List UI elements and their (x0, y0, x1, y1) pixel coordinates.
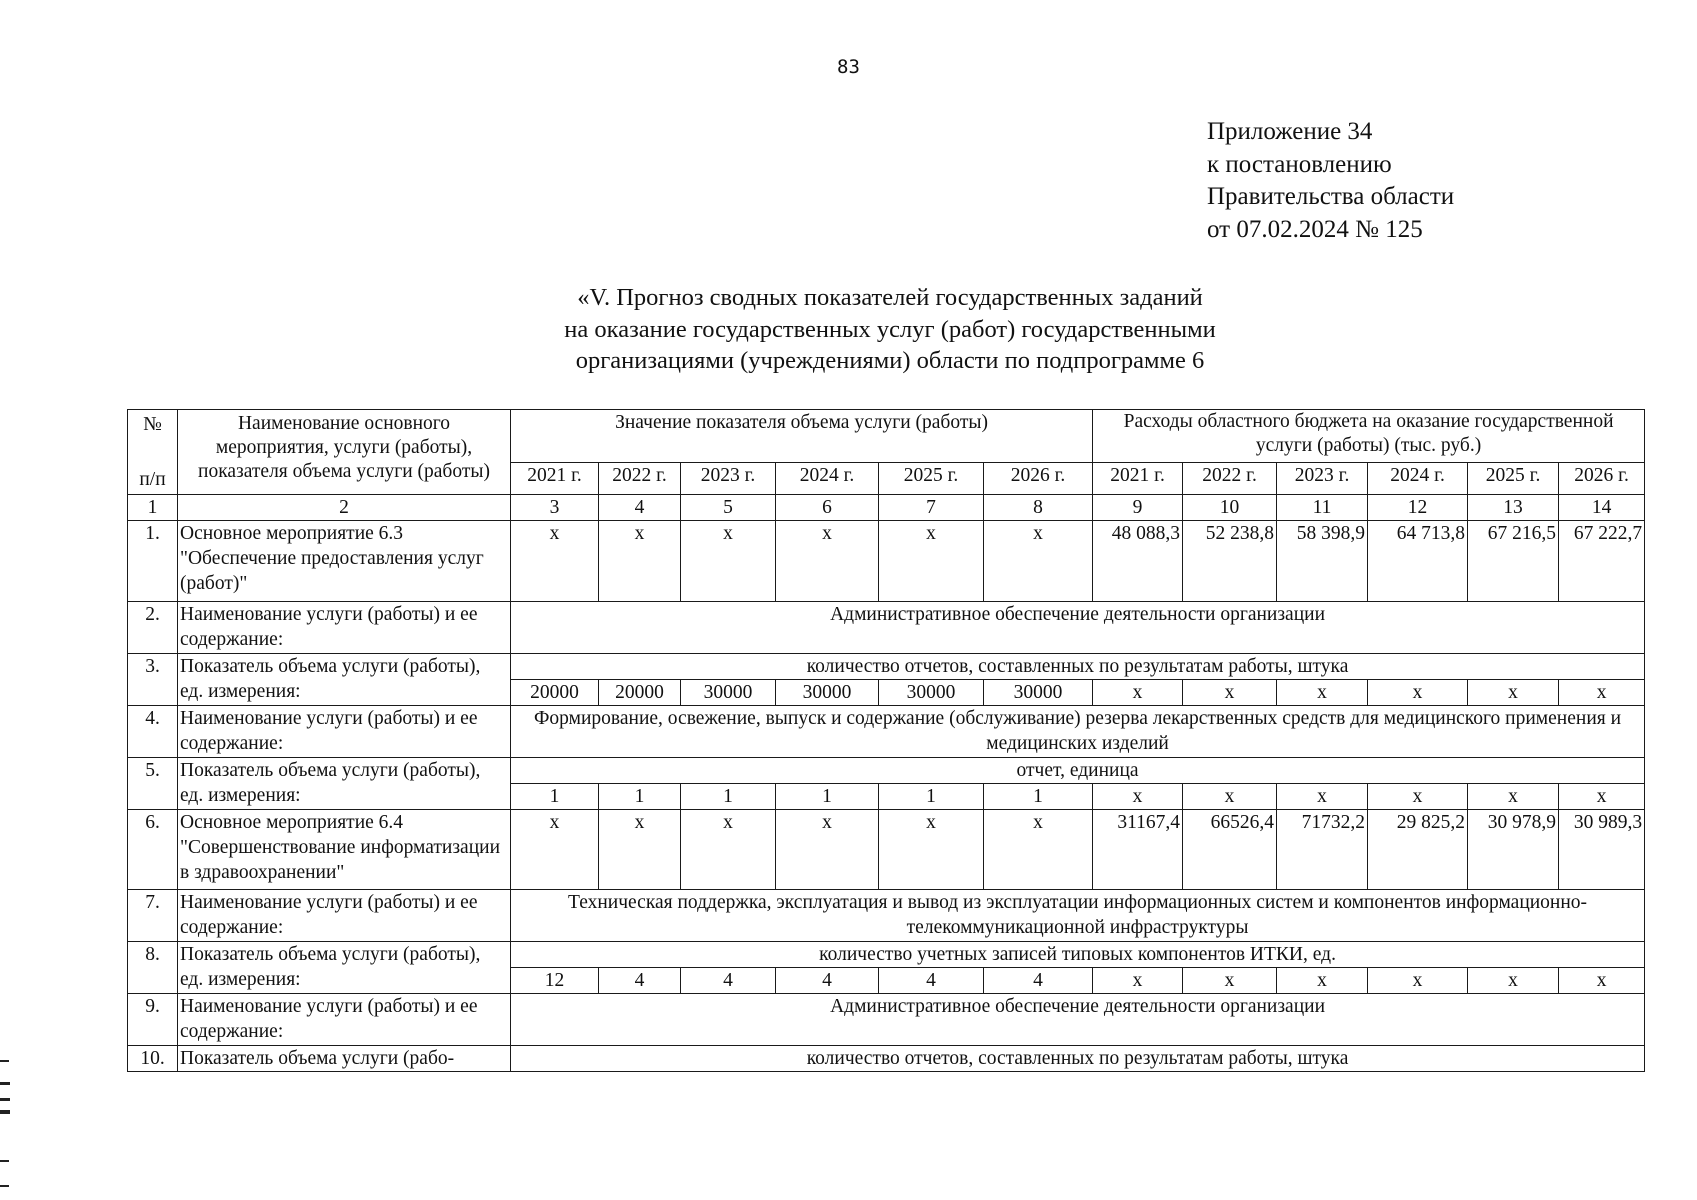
scan-mark (0, 1110, 10, 1114)
appendix-block (1207, 116, 1454, 246)
row-value: 12 (511, 968, 599, 994)
column-number: 3 (511, 495, 599, 521)
row-value: 4 (776, 968, 879, 994)
row-value: х (511, 521, 599, 602)
row-value: 67 216,5 (1468, 521, 1559, 602)
indicators-table (127, 409, 1645, 1072)
row-value: 71732,2 (1277, 810, 1368, 890)
table-row (128, 521, 1645, 602)
table-row (128, 810, 1645, 890)
row-name: Показатель объема услуги (рабо- (178, 1046, 511, 1072)
scan-mark (0, 1060, 9, 1062)
appendix-line: Приложение 34 (1207, 118, 1373, 145)
column-number: 13 (1468, 495, 1559, 521)
column-number: 14 (1559, 495, 1645, 521)
year-header: 2026 г. (1559, 463, 1645, 495)
row-value: 4 (984, 968, 1093, 994)
row-value: 1 (879, 784, 984, 810)
row-value: 1 (776, 784, 879, 810)
row-name: Показатель объема услуги (работы), ед. измерения: (178, 654, 511, 706)
row-number: 2. (128, 602, 178, 654)
volume-group-header: Значение показателя объема услуги (работы) (511, 410, 1093, 463)
year-header: 2026 г. (984, 463, 1093, 495)
column-number: 2 (178, 495, 511, 521)
row-value: х (1559, 680, 1645, 706)
row-value: 1 (984, 784, 1093, 810)
row-value: х (879, 521, 984, 602)
merged-value: количество отчетов, составленных по результатам работы, штука (511, 1046, 1645, 1072)
row-value: 30000 (879, 680, 984, 706)
column-number: 6 (776, 495, 879, 521)
column-number: 5 (681, 495, 776, 521)
table-header-row (128, 410, 1645, 463)
table-row (128, 942, 1645, 968)
name-column-header: Наименование основного мероприятия, услуги (работы), показателя объема услуги (работы) (178, 410, 511, 495)
row-value: х (1183, 968, 1277, 994)
row-value: 66526,4 (1183, 810, 1277, 890)
row-value: х (681, 521, 776, 602)
year-header: 2024 г. (1368, 463, 1468, 495)
column-number: 10 (1183, 495, 1277, 521)
row-value: х (1468, 968, 1559, 994)
row-value: 30000 (776, 680, 879, 706)
row-number: 3. (128, 654, 178, 706)
row-value: х (1183, 784, 1277, 810)
row-value: 1 (681, 784, 776, 810)
row-value: х (984, 521, 1093, 602)
num-sign: № (143, 414, 162, 435)
year-header: 2023 г. (681, 463, 776, 495)
row-name: Наименование услуги (работы) и ее содержание: (178, 602, 511, 654)
appendix-line: от 07.02.2024 № 125 (1207, 215, 1423, 243)
table-row (128, 1046, 1645, 1072)
column-numbers-row (128, 495, 1645, 521)
merged-value: Административное обеспечение деятельности организации (511, 994, 1645, 1046)
row-value: х (599, 521, 681, 602)
row-number: 8. (128, 942, 178, 994)
merged-value: количество отчетов, составленных по результатам работы, штука (511, 654, 1645, 680)
row-value: х (1468, 784, 1559, 810)
num-abbrev: п/п (139, 469, 166, 490)
row-value: х (599, 810, 681, 890)
document-title (440, 282, 1340, 377)
merged-value: Административное обеспечение деятельности организации (511, 602, 1645, 654)
row-value: 58 398,9 (1277, 521, 1368, 602)
row-name: Показатель объема услуги (работы), ед. измерения: (178, 758, 511, 810)
appendix-line: Правительства области (1207, 183, 1455, 210)
column-number: 4 (599, 495, 681, 521)
appendix-line: к постановлению (1207, 150, 1392, 178)
row-value: х (1277, 784, 1368, 810)
row-name: Наименование услуги (работы) и ее содержание: (178, 994, 511, 1046)
row-value: 1 (511, 784, 599, 810)
row-value: 30000 (681, 680, 776, 706)
row-value: х (879, 810, 984, 890)
row-value: х (1559, 784, 1645, 810)
table-row (128, 994, 1645, 1046)
row-value: х (776, 521, 879, 602)
merged-value: Техническая поддержка, эксплуатация и вывод из эксплуатации информационных систем и компонентов информационно-телекоммуникационной инфраструктуры (511, 890, 1645, 942)
row-name: Основное мероприятие 6.3 "Обеспечение предоставления услуг (работ)" (178, 521, 511, 602)
merged-value: Формирование, освежение, выпуск и содержание (обслуживание) резерва лекарственных средств для медицинского применения и медицинских изделий (511, 706, 1645, 758)
row-value: 64 713,8 (1368, 521, 1468, 602)
row-name: Показатель объема услуги (работы), ед. измерения: (178, 942, 511, 994)
row-value: х (1183, 680, 1277, 706)
row-number: 9. (128, 994, 178, 1046)
table-row (128, 654, 1645, 680)
row-value: х (1468, 680, 1559, 706)
column-number: 12 (1368, 495, 1468, 521)
column-number: 1 (128, 495, 178, 521)
num-column-header (128, 410, 178, 495)
year-header: 2023 г. (1277, 463, 1368, 495)
row-value: 52 238,8 (1183, 521, 1277, 602)
year-header: 2022 г. (599, 463, 681, 495)
row-value: х (681, 810, 776, 890)
year-header: 2025 г. (879, 463, 984, 495)
row-name: Основное мероприятие 6.4 "Совершенствование информатизации в здравоохранении" (178, 810, 511, 890)
row-value: х (1093, 784, 1183, 810)
row-value: х (776, 810, 879, 890)
table-row (128, 602, 1645, 654)
row-number: 10. (128, 1046, 178, 1072)
row-value: 67 222,7 (1559, 521, 1645, 602)
table-row (128, 758, 1645, 784)
row-value: х (1277, 968, 1368, 994)
scan-mark (0, 1160, 9, 1162)
row-value: 1 (599, 784, 681, 810)
year-header: 2022 г. (1183, 463, 1277, 495)
year-header: 2021 г. (511, 463, 599, 495)
scan-mark (0, 1185, 9, 1187)
row-value: х (511, 810, 599, 890)
row-value: 30 989,3 (1559, 810, 1645, 890)
row-value: х (1368, 968, 1468, 994)
row-value: х (1368, 680, 1468, 706)
row-value: 4 (879, 968, 984, 994)
row-number: 4. (128, 706, 178, 758)
row-number: 7. (128, 890, 178, 942)
row-value: 29 825,2 (1368, 810, 1468, 890)
row-value: 4 (599, 968, 681, 994)
title-line: на оказание государственных услуг (работ) государственными (564, 315, 1216, 343)
table-row (128, 706, 1645, 758)
scan-mark (0, 1082, 10, 1085)
row-value: 20000 (599, 680, 681, 706)
row-number: 5. (128, 758, 178, 810)
row-value: х (1368, 784, 1468, 810)
row-number: 6. (128, 810, 178, 890)
row-value: 4 (681, 968, 776, 994)
row-value: 30 978,9 (1468, 810, 1559, 890)
scan-mark (0, 1098, 10, 1101)
row-name: Наименование услуги (работы) и ее содержание: (178, 890, 511, 942)
row-value: х (1093, 680, 1183, 706)
row-value: 31167,4 (1093, 810, 1183, 890)
row-value: х (1277, 680, 1368, 706)
table-row (128, 890, 1645, 942)
year-header: 2021 г. (1093, 463, 1183, 495)
row-value: х (1559, 968, 1645, 994)
row-value: 30000 (984, 680, 1093, 706)
row-name: Наименование услуги (работы) и ее содержание: (178, 706, 511, 758)
column-number: 7 (879, 495, 984, 521)
year-header: 2025 г. (1468, 463, 1559, 495)
row-value: х (984, 810, 1093, 890)
merged-value: количество учетных записей типовых компонентов ИТКИ, ед. (511, 942, 1645, 968)
column-number: 8 (984, 495, 1093, 521)
column-number: 9 (1093, 495, 1183, 521)
title-line: организациями (учреждениями) области по подпрограмме 6 (575, 347, 1205, 374)
title-line: «V. Прогноз сводных показателей государственных заданий (577, 284, 1203, 311)
row-value: 20000 (511, 680, 599, 706)
expense-group-header: Расходы областного бюджета на оказание государственной услуги (работы) (тыс. руб.) (1093, 410, 1645, 463)
year-header: 2024 г. (776, 463, 879, 495)
row-value: 48 088,3 (1093, 521, 1183, 602)
row-value: х (1093, 968, 1183, 994)
column-number: 11 (1277, 495, 1368, 521)
row-number: 1. (128, 521, 178, 602)
merged-value: отчет, единица (511, 758, 1645, 784)
page-number: 83 (837, 56, 860, 78)
